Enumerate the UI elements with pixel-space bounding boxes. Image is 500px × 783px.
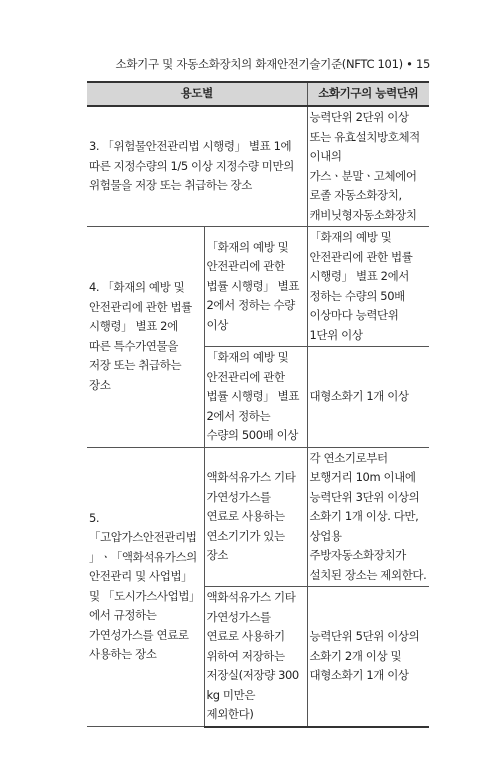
capacity-cell [307, 347, 429, 448]
table-row [87, 227, 429, 347]
capacity-cell [307, 106, 429, 227]
subcategory-cell [204, 227, 307, 347]
subcategory-text: 「화재의 예방 및 안전관리에 관한 법률 시행령」 별표 2에서 정하는 수량 이상 [206, 239, 300, 332]
subcategory-text: 「화재의 예방 및 안전관리에 관한 법률 시행령」 별표 2에서 정하는 수량의 500배 이상 [206, 350, 300, 442]
category-text: 5. 「고압가스안전관리법」ㆍ「액화석유가스의 안전관리 및 사업법」 및 「도시가스사업법」에서 규정하는 가연성가스를 연료로 사용하는 장소 [89, 510, 201, 662]
capacity-cell [307, 447, 429, 587]
subcategory-cell [204, 447, 307, 587]
category-cell [87, 106, 307, 227]
capacity-text: 능력단위 2단위 이상 또는 유효설치방호체적 이내의 가스ㆍ분말ㆍ고체에어로졸 자동소화장치, 캐비닛형자동소화장치 [309, 110, 420, 222]
running-header: 소화기구 및 자동소화장치의 화재안전기술기준(NFTC 101) • 15 [115, 57, 430, 71]
category-text: 4. 「화재의 예방 및 안전관리에 관한 법률 시행령」 별표 2에 따른 특수가연물을 저장 또는 취급하는 장소 [89, 280, 192, 392]
subcategory-text: 액화석유가스 기타 가연성가스를 연료로 사용하기 위하여 저장하는 저장실(저장량 300 kg 미만은 제외한다) [206, 590, 299, 721]
capacity-cell [307, 587, 429, 727]
capacity-text: 대형소화기 1개 이상 [309, 389, 409, 403]
capacity-text: 능력단위 5단위 이상의 소화기 2개 이상 및 대형소화기 1개 이상 [309, 629, 420, 682]
category-cell [87, 227, 204, 448]
category-cell [87, 447, 204, 727]
subcategory-cell [204, 347, 307, 448]
table-header-row [87, 82, 429, 106]
col-header-use: 용도별 [87, 82, 307, 106]
capacity-cell [307, 227, 429, 347]
fire-extinguisher-table [87, 81, 429, 728]
capacity-text: 「화재의 예방 및 안전관리에 관한 법률 시행령」 별표 2에서 정하는 수량의 50배 이상마다 능력단위 1단위 이상 [309, 230, 413, 342]
category-text: 3. 「위험물안전관리법 시행령」 별표 1에 따른 지정수량의 1/5 이상 지정수량 미만의 위험물을 저장 또는 취급하는 장소 [89, 139, 294, 193]
table-row [87, 106, 429, 227]
subcategory-text: 액화석유가스 기타 가연성가스를 연료로 사용하는 연소기기가 있는 장소 [206, 470, 296, 562]
table-row [87, 447, 429, 587]
col-header-capacity: 소화기구의 능력단위 [307, 82, 429, 106]
capacity-text: 각 연소기로부터 보행거리 10m 이내에 능력단위 3단위 이상의 소화기 1개 이상. 다만, 상업용 주방자동소화장치가 설치된 장소는 제외한다. [309, 450, 427, 582]
subcategory-cell [204, 587, 307, 727]
